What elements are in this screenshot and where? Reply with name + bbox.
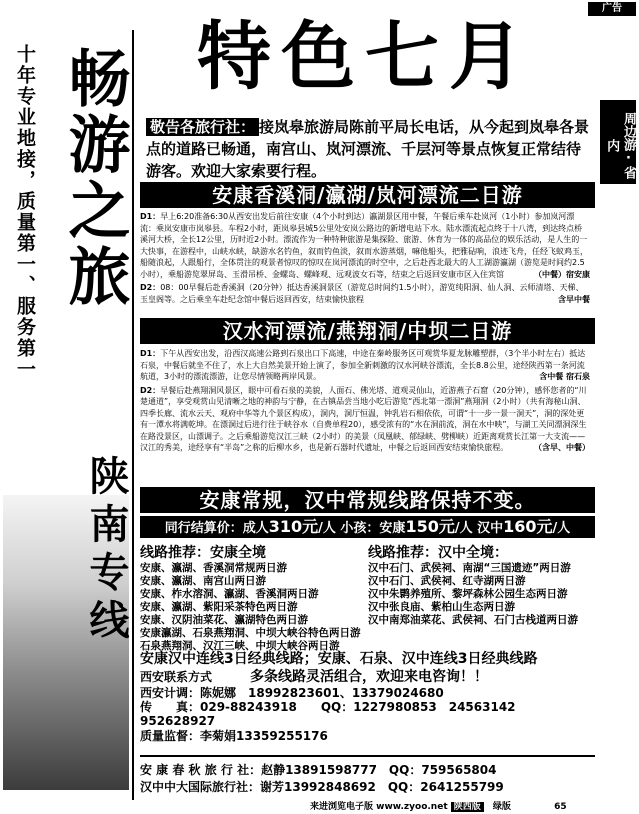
section-band-2: 汉水河漂流/燕翔洞/中坝二日游 (140, 318, 595, 344)
footer (310, 801, 639, 813)
route-name: 陕南专线 (83, 455, 129, 647)
list-item: 汉中朱鹮养殖所、黎坪森林公园生态两日游 (368, 588, 568, 600)
list-item: 石泉燕翔洞、汉江三峡、中坝大峡谷两日游 (140, 640, 340, 652)
divider (140, 755, 595, 757)
itinerary-day: D1：早上6:20准备6:30从西安出发后前往安康（4个小时到达）瀛湖景区用中餐，午餐后乘车赴岚河（1小时）参加岚河漂流：乘岚安康市岚皋县。车程2小时，距岚皋县城5公里处安岚公路边的新增电站下水。陆水漂流起点终于十八湾，到达终点桥溪河大桥，全长12公里，历时近2小时。漂流作为一种特种旅游是集探险、旅游、休育为一体的高品位的娱乐活动，是人生的一大快事，在游程中，山峡水峡，缺游水名钓鱼，叙而钓鱼淡，叙而水游蒸烟，嘛他船头，把雅砧响，浪迹飞舟，任经飞蚁鸡玉，船随浪起，人跟船行，全体贯注的观景者惊叹的惊叹在岚河漂流的时空中，之后赴西北最大的人工湖游瀛湖（游览是时间约2.5小时），乘船游览翠屏岛、玉滑吊桥、金螺岛、螺峰观、远观波女石等，结束之后返回安康市区入住宾馆 （中餐）宿安康 (140, 212, 590, 279)
ankang-head: 线路推荐：安康全境 (140, 545, 266, 561)
list-item: 汉中石门、武侯祠、红寺湖两日游 (368, 575, 526, 587)
list-item: 安康、瀛湖、紫阳采茶特色两日游 (140, 601, 298, 613)
contact-line: 传 真：029-88243918 QQ：1227980853 24563142 952628927 (140, 700, 528, 729)
itinerary-day: D1：下午从西安出发，沿西汉高速公路到石泉出口下高速，中途在秦岭服务区可观赏华夏龙脉雕塑群，（3个半小时左右）抵达石泉，中餐后就坐不住了，水上大自然美景开始上演了，参加全新刺激的汉水河峡谷漂流，全长8.8公里，途经陕西第一条河流航道，3小时的漂流漂游，让您尽情领略两岸风景。 含中餐 宿石泉 (140, 349, 590, 381)
ad-tag: 广告 (588, 2, 636, 16)
contact-block (140, 686, 595, 743)
combo-lines (140, 650, 595, 686)
list-item: 汉中石门、武侯祠、南湖“三国遗迹”两日游 (368, 562, 571, 574)
price-bar: 同行结算价：成人310元/人 小孩：安康150元/人 汉中160元/人 (140, 516, 595, 538)
contact-line: 质量监督：李菊娟13359255176 (140, 728, 328, 743)
section-band-1: 安康香溪洞/瀛湖/岚河漂流二日游 (140, 182, 595, 208)
notice-text: 接岚皋旅游局陈前平局长电话，从今起到岚皋各景点的道路已畅通，南宫山、岚河漂流、千层河等景点恢复正常结待游客。欢迎大家索要行程。 (146, 118, 590, 180)
list-item: 安康、汉阴油菜花、瀛湖特色两日游 (140, 614, 308, 626)
agency-block (140, 762, 595, 796)
list-item: 安康、柞水溶洞、瀛湖、香溪洞两日游 (140, 588, 319, 600)
combo-line2: 西安联系方式 多条线路灵活组合，欢迎来电咨询！！ (140, 669, 489, 685)
agency-line: 汉中中大国际旅行社：谢芳13992848692 QQ：2641255799 (140, 780, 504, 794)
section-band-3: 安康常规，汉中常规线路保持不变。 (140, 487, 595, 513)
contact-line: 西安计调：陈妮娜 18992823601、13379024680 (140, 686, 444, 700)
page-number: 65 (554, 802, 567, 812)
hanzhong-routes (368, 542, 595, 627)
itinerary-2 (140, 348, 590, 454)
side-tab: 周边游·省内 (600, 100, 636, 184)
notice (146, 116, 591, 182)
brand-name: 畅游之旅 (58, 46, 131, 310)
main-title: 特色七月 (197, 14, 533, 100)
footer-text: 来进浏览电子版 www.zyoo.net (310, 802, 448, 812)
itinerary-day: D2：早餐后赴燕翔洞风景区，眼中可看石泉的美貌，人面石、佛光塔、道观灵仙山，近游燕子石窟（20分钟），感怀您者的“川楚通道”，享受观赏山见清晰之地的神韵与宁静，在古镇品尝当地小吃后游览“西北第一漂洞”燕翔洞（2小时）（共有海秘山洞、四季长廊、流水云天、观府中华等九个景区构成），洞内，洞厅恒温，钟乳岩石相依依，可谓“十一步一景一洞天”，洞的深处更有一潭水将满乾坤。在漂洞过后进行往于峡谷水（自费单程20），感受浓有的“水在洞前流，洞在水中映”，与湖工关同漂洞深生在路没景区，山漂调子。之后乘船游览汉江三峡（2小时）的美景（凤凰峡、郁绿峡、劈柳峡）近距离观赏长江第一大支流——汉江的秀美，途经享有“半岛”之称的后柳水乡，也是新石器时代遗址，中餐之后返回西安结束愉快旅程。 （含早、中餐） (140, 385, 590, 452)
list-item: 汉中南郑油菜花、武侯祠、石门古栈道两日游 (368, 614, 578, 626)
combo-line1: 安康汉中连线3日经典线路；安康、石泉、汉中连线3日经典线路 (140, 651, 538, 667)
hanzhong-head: 线路推荐：汉中全境： (368, 545, 508, 561)
slogan: 十年专业地接，质量第一、服务第一 (14, 44, 36, 380)
edition-label: 绿版 (492, 802, 511, 812)
agency-line: 安 康 春 秋 旅 行 社：赵静13891598777 QQ：759565804 (140, 763, 497, 777)
ankang-list (140, 562, 365, 653)
hanzhong-list (368, 562, 595, 627)
itinerary-1 (140, 211, 590, 305)
list-item: 安康、瀛湖、香溪洞常规两日游 (140, 562, 287, 574)
list-item: 安康、瀛湖、南宫山两日游 (140, 575, 266, 587)
notice-lead: 敬告各旅行社： (146, 118, 259, 136)
edition-badge: 陕西版 (451, 802, 484, 812)
itinerary-day: D2：08：00早餐后赴香溪洞（20分钟）抵达香溪洞景区（游览总时间约1.5小时），游览纯阳洞、仙人洞、云师清塔、天梯、玉皇阁等。之后乘坐车赴纪念馆中餐后返回西安，结束愉快旅程 含早中餐 (140, 283, 590, 304)
list-item: 汉中张良庙、紫柏山生态两日游 (368, 601, 515, 613)
ankang-routes (140, 542, 365, 653)
list-item: 安康瀛湖、石泉燕翔洞、中坝大峡谷特色两日游 (140, 627, 361, 639)
